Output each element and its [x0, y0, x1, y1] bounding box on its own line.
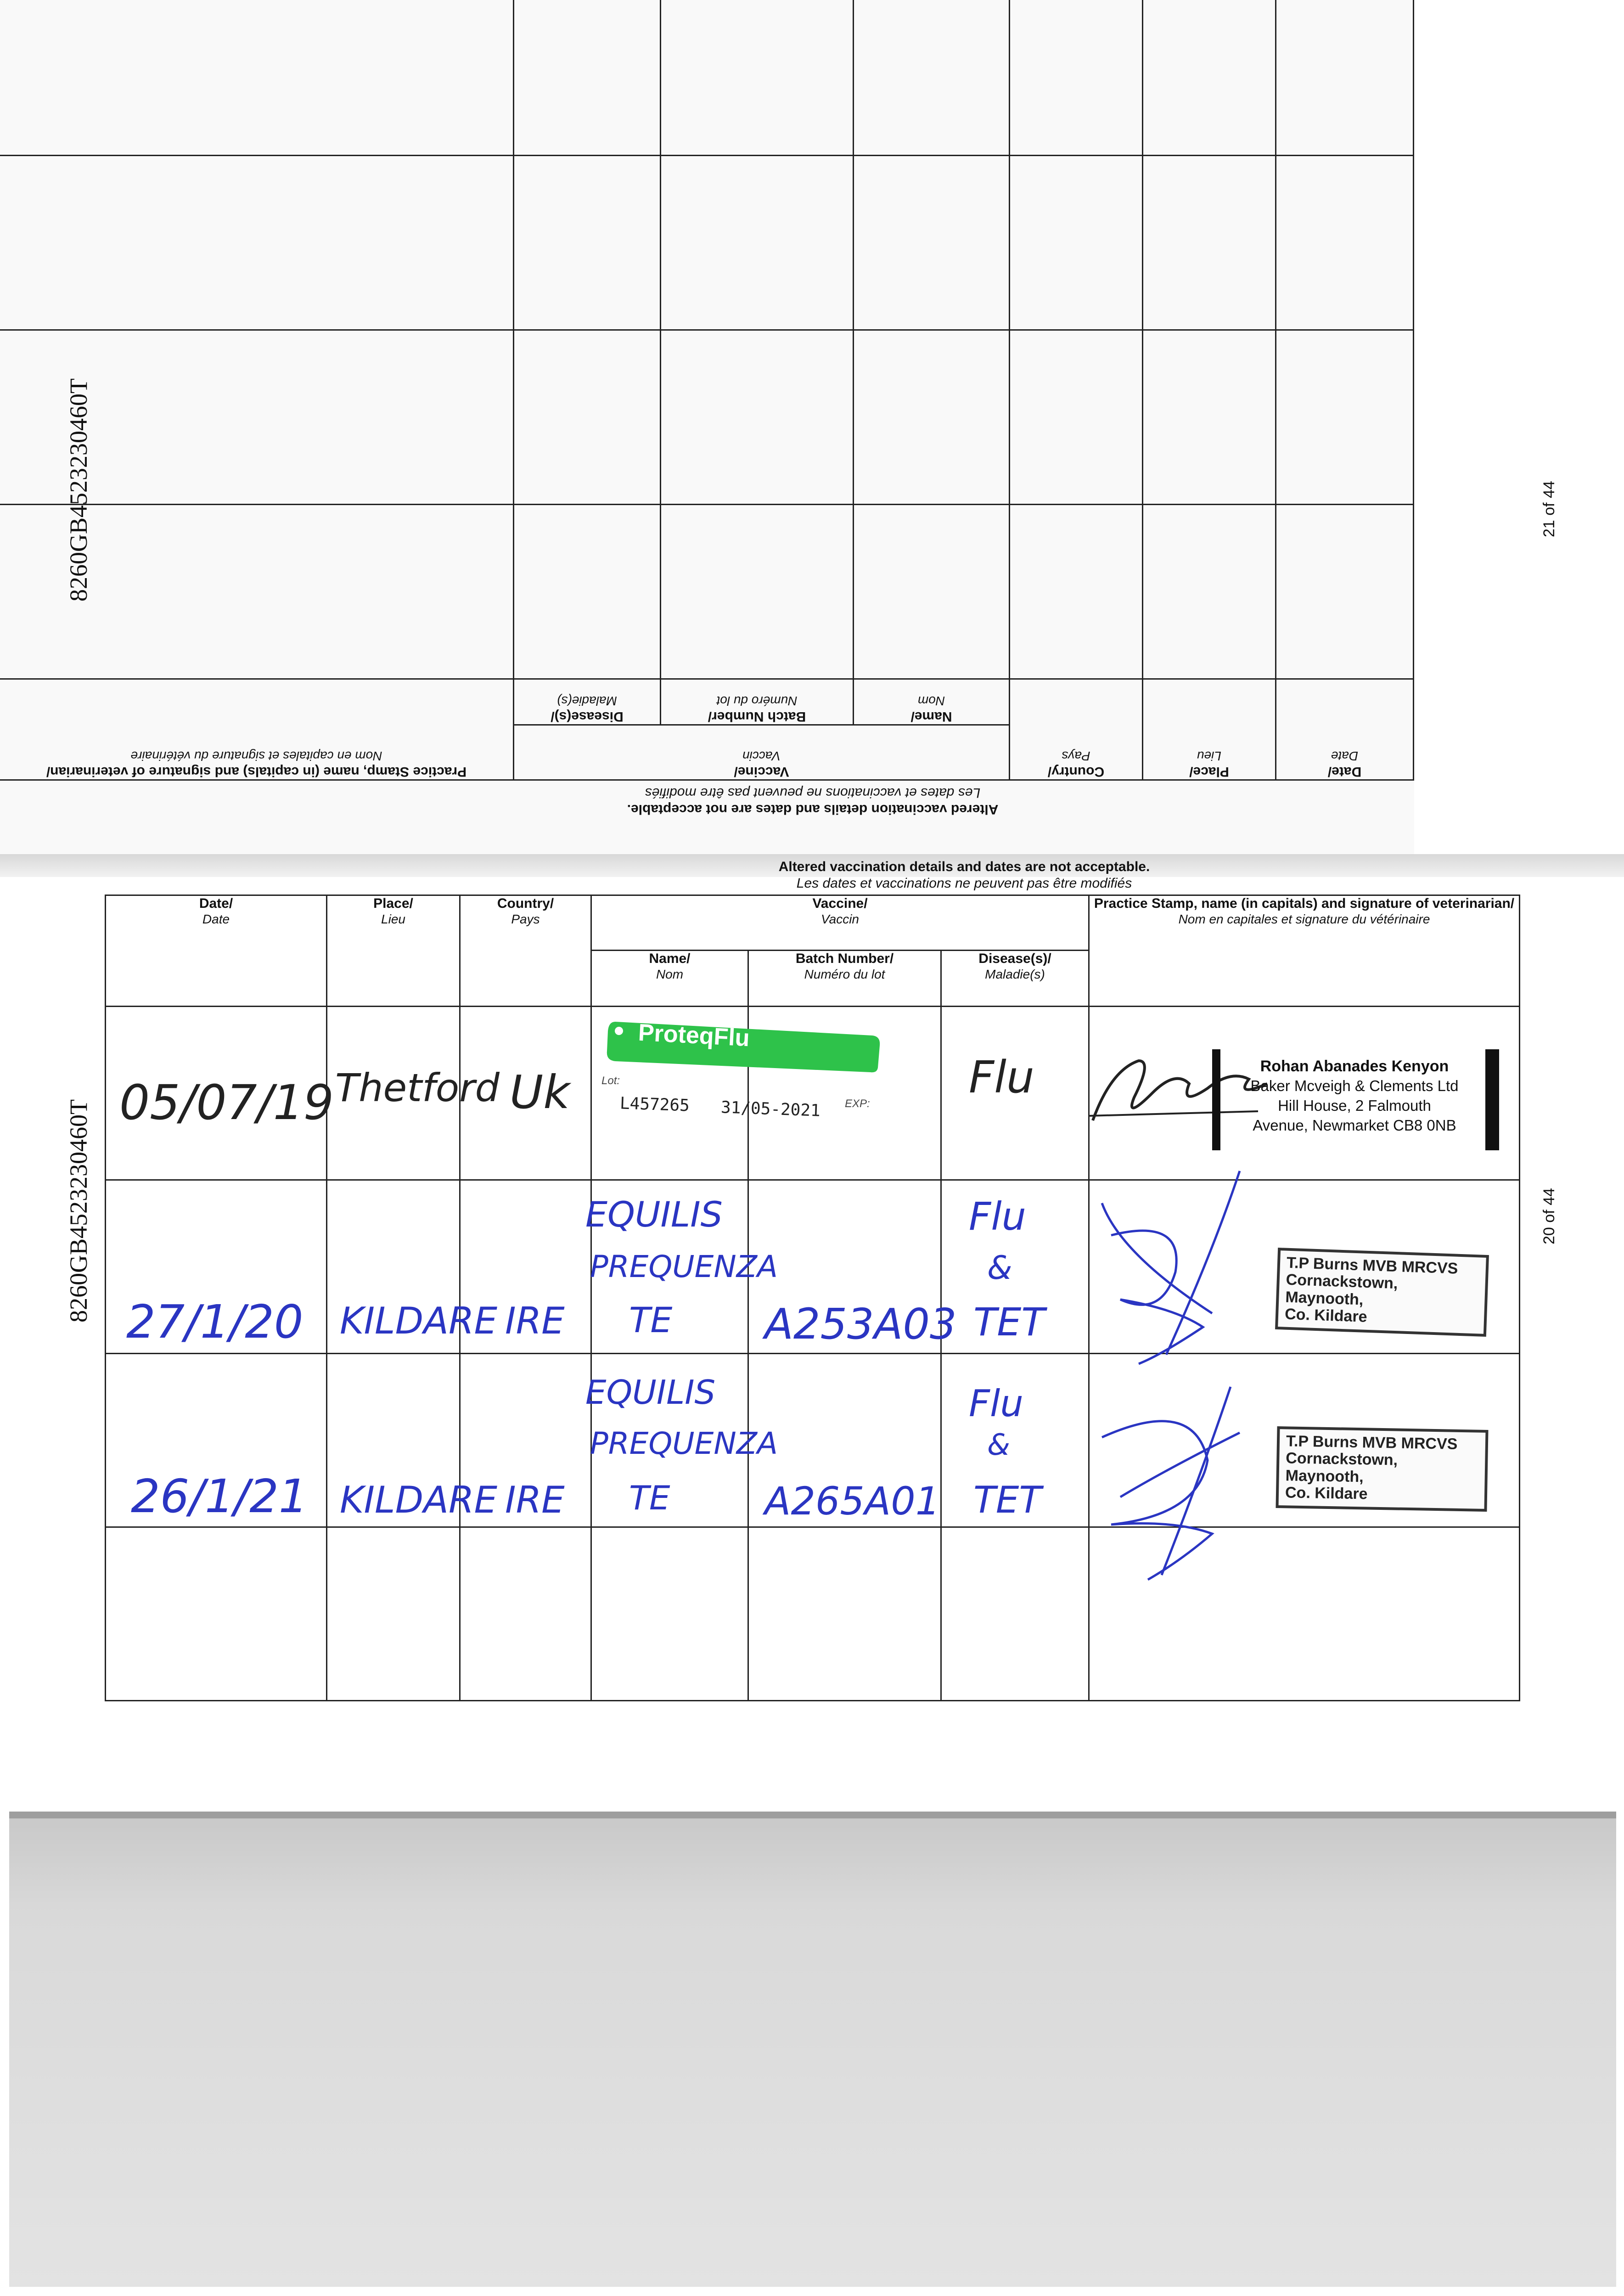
row2-vaccine-name-3: TE [629, 1300, 673, 1340]
stamp-line-3: Co. Kildare [1284, 1305, 1368, 1326]
top-empty-row [0, 0, 1414, 156]
sticker-lot-label: Lot: [601, 1075, 620, 1087]
row2-signature [1093, 1162, 1267, 1373]
top-empty-row [0, 505, 1414, 679]
sticker-lot-value: L457265 [619, 1094, 690, 1115]
stamp-line-3: Co. Kildare [1285, 1484, 1368, 1503]
top-empty-row [0, 156, 1414, 330]
row2-batch: A253A03 [764, 1300, 957, 1349]
header-name: Name/ Nom [591, 951, 748, 1007]
stamp-line-1: T.P Burns MVB MRCVS [1286, 1254, 1458, 1277]
header-vaccine: Vaccine/ Vaccin [591, 895, 1089, 951]
row3-batch: A265A01 [764, 1479, 940, 1524]
top-vaccination-table [0, 0, 1414, 781]
top-page-number: 21 of 44 [1540, 481, 1558, 537]
bottom-side-id: 8260GB4523230460T [65, 1099, 92, 1322]
row2-disease-2: & [987, 1249, 1012, 1287]
table-row [106, 1527, 1520, 1701]
sticker-exp-value: 31/05-2021 [720, 1098, 821, 1120]
bottom-page-number: 20 of 44 [1540, 1188, 1558, 1244]
top-header-vaccine: Vaccine/ Vaccin [514, 725, 1010, 780]
top-header-disease: Disease(s)/ Maladie(s) [514, 679, 661, 725]
row3-disease-1: Flu [969, 1382, 1023, 1425]
header-country: Country/ Pays [460, 895, 591, 1007]
vet-address-1: Hill House, 2 Falmouth [1278, 1097, 1431, 1114]
top-header-date: Date/ Date [1276, 679, 1414, 780]
vet-practice: Baker Mcveigh & Clements Ltd [1250, 1077, 1459, 1095]
row3-place: KILDARE [340, 1479, 498, 1521]
top-header-stamp: Practice Stamp, name (in capitals) and signature of veterinarian/ Nom en capitales et signature du vétérinaire [0, 679, 514, 780]
row3-practice-stamp [1276, 1426, 1488, 1512]
row3-vaccine-name-1: EQUILIS [585, 1373, 716, 1412]
row2-disease-1: Flu [969, 1194, 1026, 1239]
row3-country: IRE [505, 1479, 565, 1521]
sticker-brand: ProteqFlu [637, 1019, 751, 1052]
row3-disease-2: & [987, 1428, 1010, 1462]
row2-practice-stamp [1275, 1248, 1489, 1337]
top-notice-italic: Les dates et vaccinations ne peuvent pas être modifiés [645, 785, 981, 800]
vet-stamp-right-bar [1485, 1049, 1499, 1150]
top-page-rotated [0, 0, 1414, 863]
header-disease: Disease(s)/ Maladie(s) [941, 951, 1089, 1007]
top-header-place: Place/ Lieu [1143, 679, 1276, 780]
row3-date: 26/1/21 [131, 1469, 308, 1523]
vet-stamp-left-bar [1212, 1049, 1220, 1150]
stamp-line-2: Cornackstown, Maynooth, [1285, 1271, 1399, 1309]
top-header-name: Name/ Nom [854, 679, 1010, 725]
row3-vaccine-name-2: PREQUENZA [590, 1426, 778, 1461]
vet-stamp-rohan [1226, 1056, 1483, 1136]
top-notice [376, 784, 1249, 817]
header-date: Date/ Date [106, 895, 327, 1007]
row2-disease-3: TET [973, 1300, 1045, 1345]
row2-country: IRE [505, 1300, 565, 1342]
header-stamp: Practice Stamp, name (in capitals) and signature of veterinarian/ Nom en capitales et signature du vétérinaire [1089, 895, 1520, 1007]
sticker-exp-label: EXP: [845, 1097, 870, 1110]
row2-place: KILDARE [340, 1300, 498, 1342]
row2-vaccine-name-2: PREQUENZA [590, 1249, 778, 1284]
top-notice-bold: Altered vaccination details and dates are not acceptable. [627, 802, 999, 817]
vet-address-2: Avenue, Newmarket CB8 0NB [1253, 1116, 1456, 1134]
top-empty-row [0, 330, 1414, 505]
row1-disease: Flu [969, 1052, 1034, 1103]
stamp-line-2: Cornackstown, Maynooth, [1285, 1449, 1398, 1486]
stamp-line-1: T.P Burns MVB MRCVS [1286, 1432, 1458, 1453]
top-header-country: Country/ Pays [1010, 679, 1143, 780]
row1-country: Uk [510, 1065, 570, 1119]
proteqflu-sticker [597, 1017, 882, 1086]
bottom-notice-bold: Altered vaccination details and dates are not acceptable. [778, 859, 1150, 874]
bottom-notice [528, 859, 1400, 892]
row1-place: Thetford [335, 1065, 500, 1110]
header-place: Place/ Lieu [327, 895, 460, 1007]
header-batch: Batch Number/ Numéro du lot [748, 951, 941, 1007]
row2-vaccine-name-1: EQUILIS [585, 1194, 723, 1235]
row3-disease-3: TET [973, 1479, 1042, 1521]
top-side-id: 8260GB4523230460T [65, 378, 92, 602]
bottom-notice-italic: Les dates et vaccinations ne peuvent pas être modifiés [796, 876, 1132, 891]
top-header-batch: Batch Number/ Numéro du lot [661, 679, 854, 725]
row3-signature [1093, 1378, 1267, 1589]
vet-name: Rohan Abanades Kenyon [1260, 1058, 1449, 1075]
row1-date: 05/07/19 [119, 1075, 334, 1131]
scan-shadow [9, 1818, 1616, 2287]
row3-vaccine-name-3: TE [629, 1479, 670, 1517]
top-page [0, 0, 1414, 863]
row2-date: 27/1/20 [126, 1295, 303, 1349]
